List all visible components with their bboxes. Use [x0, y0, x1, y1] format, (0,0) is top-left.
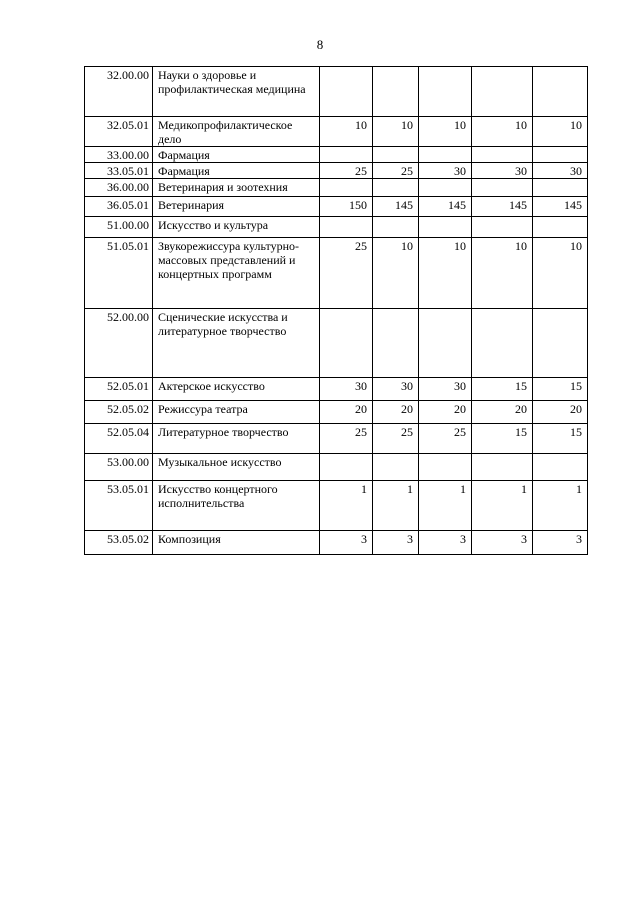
specialty-name-cell: Сценические искусства и литературное творчество — [153, 309, 320, 378]
value-cell: 25 — [320, 424, 373, 454]
value-cell — [419, 147, 472, 163]
value-cell: 145 — [472, 197, 533, 217]
value-cell: 30 — [419, 163, 472, 179]
value-cell: 10 — [373, 117, 419, 147]
value-cell: 15 — [533, 424, 588, 454]
value-cell — [472, 217, 533, 238]
value-cell: 145 — [373, 197, 419, 217]
specialty-code-cell: 33.00.00 — [85, 147, 153, 163]
value-cell — [533, 217, 588, 238]
value-cell — [419, 179, 472, 197]
value-cell: 1 — [373, 481, 419, 531]
value-cell: 30 — [533, 163, 588, 179]
specialty-name-cell: Актерское искусство — [153, 378, 320, 401]
value-cell — [533, 147, 588, 163]
value-cell: 3 — [533, 531, 588, 555]
value-cell: 10 — [419, 117, 472, 147]
table-row — [85, 309, 588, 378]
value-cell — [373, 454, 419, 481]
specialty-name-cell: Фармация — [153, 163, 320, 179]
value-cell: 25 — [373, 163, 419, 179]
specialty-name-cell: Звукорежиссура культурно-массовых представлений и концертных программ — [153, 238, 320, 309]
value-cell — [373, 179, 419, 197]
table-row — [85, 147, 588, 163]
specialty-code-cell: 52.05.04 — [85, 424, 153, 454]
value-cell — [320, 147, 373, 163]
value-cell — [533, 309, 588, 378]
value-cell — [472, 67, 533, 117]
value-cell — [373, 309, 419, 378]
value-cell: 10 — [419, 238, 472, 309]
value-cell: 3 — [320, 531, 373, 555]
value-cell: 10 — [533, 117, 588, 147]
value-cell: 150 — [320, 197, 373, 217]
value-cell: 15 — [472, 378, 533, 401]
specialty-name-cell: Ветеринария и зоотехния — [153, 179, 320, 197]
value-cell: 25 — [373, 424, 419, 454]
value-cell — [533, 179, 588, 197]
value-cell — [320, 309, 373, 378]
specialty-code-cell: 52.05.01 — [85, 378, 153, 401]
value-cell — [373, 147, 419, 163]
value-cell: 1 — [472, 481, 533, 531]
value-cell: 10 — [533, 238, 588, 309]
specialty-name-cell: Режиссура театра — [153, 401, 320, 424]
specialties-table — [84, 66, 588, 555]
value-cell: 20 — [320, 401, 373, 424]
specialty-code-cell: 52.05.02 — [85, 401, 153, 424]
value-cell — [472, 179, 533, 197]
value-cell: 3 — [419, 531, 472, 555]
specialty-code-cell: 32.05.01 — [85, 117, 153, 147]
value-cell: 20 — [533, 401, 588, 424]
value-cell: 3 — [373, 531, 419, 555]
specialty-code-cell: 53.05.01 — [85, 481, 153, 531]
value-cell: 30 — [373, 378, 419, 401]
table-row — [85, 163, 588, 179]
value-cell — [419, 454, 472, 481]
value-cell: 10 — [320, 117, 373, 147]
specialty-code-cell: 53.05.02 — [85, 531, 153, 555]
value-cell — [419, 67, 472, 117]
table-row — [85, 424, 588, 454]
table-row — [85, 117, 588, 147]
specialty-name-cell: Фармация — [153, 147, 320, 163]
value-cell: 15 — [472, 424, 533, 454]
specialty-code-cell: 53.00.00 — [85, 454, 153, 481]
value-cell: 30 — [472, 163, 533, 179]
value-cell — [472, 147, 533, 163]
value-cell: 25 — [320, 163, 373, 179]
value-cell — [373, 67, 419, 117]
value-cell: 1 — [533, 481, 588, 531]
specialty-name-cell: Искусство концертного исполнительства — [153, 481, 320, 531]
value-cell: 10 — [373, 238, 419, 309]
specialty-name-cell: Литературное творчество — [153, 424, 320, 454]
value-cell: 20 — [373, 401, 419, 424]
specialty-code-cell: 36.00.00 — [85, 179, 153, 197]
value-cell: 145 — [419, 197, 472, 217]
value-cell: 10 — [472, 117, 533, 147]
value-cell: 20 — [419, 401, 472, 424]
specialty-code-cell: 32.00.00 — [85, 67, 153, 117]
table-row — [85, 531, 588, 555]
value-cell — [419, 217, 472, 238]
table-row — [85, 481, 588, 531]
table-row — [85, 378, 588, 401]
table-row — [85, 67, 588, 117]
value-cell — [419, 309, 472, 378]
page-number: 8 — [316, 37, 324, 52]
value-cell: 30 — [419, 378, 472, 401]
value-cell — [320, 454, 373, 481]
value-cell: 20 — [472, 401, 533, 424]
value-cell — [373, 217, 419, 238]
specialty-name-cell: Музыкальное искусство — [153, 454, 320, 481]
table-row — [85, 401, 588, 424]
value-cell — [472, 454, 533, 481]
value-cell: 10 — [472, 238, 533, 309]
value-cell: 145 — [533, 197, 588, 217]
specialty-name-cell: Композиция — [153, 531, 320, 555]
value-cell: 25 — [320, 238, 373, 309]
value-cell — [533, 454, 588, 481]
value-cell: 15 — [533, 378, 588, 401]
table-row — [85, 238, 588, 309]
specialty-name-cell: Искусство и культура — [153, 217, 320, 238]
value-cell — [320, 217, 373, 238]
specialty-name-cell: Ветеринария — [153, 197, 320, 217]
specialty-code-cell: 52.00.00 — [85, 309, 153, 378]
specialty-code-cell: 51.00.00 — [85, 217, 153, 238]
specialty-code-cell: 51.05.01 — [85, 238, 153, 309]
specialty-code-cell: 33.05.01 — [85, 163, 153, 179]
value-cell — [320, 179, 373, 197]
value-cell: 25 — [419, 424, 472, 454]
table-row — [85, 197, 588, 217]
table-row — [85, 217, 588, 238]
table-row — [85, 454, 588, 481]
value-cell: 30 — [320, 378, 373, 401]
value-cell: 3 — [472, 531, 533, 555]
table-row — [85, 179, 588, 197]
value-cell: 1 — [320, 481, 373, 531]
value-cell — [320, 67, 373, 117]
specialty-name-cell: Медикопрофилактическое дело — [153, 117, 320, 147]
specialty-name-cell: Науки о здоровье и профилактическая медицина — [153, 67, 320, 117]
table-body — [85, 67, 588, 555]
value-cell: 1 — [419, 481, 472, 531]
value-cell — [472, 309, 533, 378]
specialty-code-cell: 36.05.01 — [85, 197, 153, 217]
value-cell — [533, 67, 588, 117]
